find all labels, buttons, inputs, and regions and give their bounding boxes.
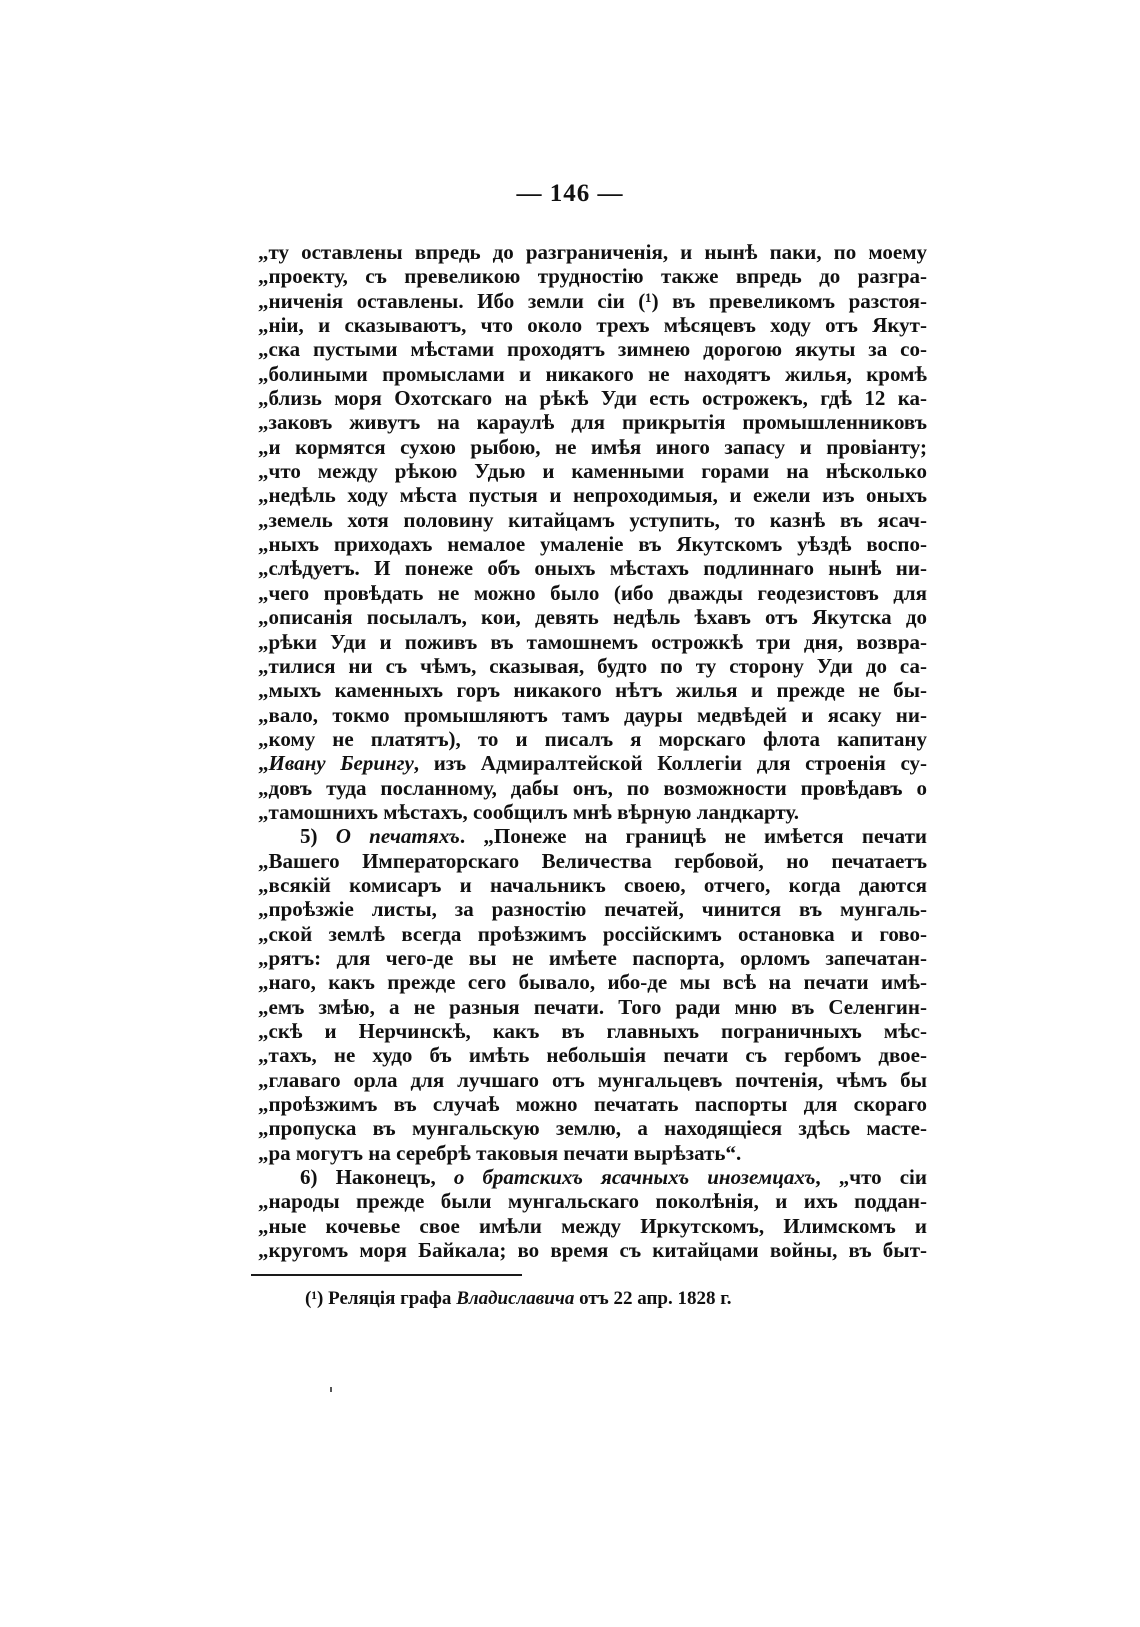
text-line: „близь моря Охотскаго на рѣкѣ Уди есть острожекъ, гдѣ 12 ка- — [258, 386, 927, 411]
text-line: „довъ туда посланному, дабы онъ, по возможности провѣдавъ о — [258, 775, 927, 800]
text-line: „заковъ живутъ на караулѣ для прикрытія промышленниковъ — [258, 410, 927, 435]
footnote-separator — [251, 1274, 522, 1276]
footnote — [305, 1285, 732, 1313]
text-line: „проѣзжіе листы, за разностію печатей, чинится въ мунгаль- — [258, 897, 927, 922]
text-line: „наго, какъ прежде сего бывало, ибо-де мы всѣ на печати имѣ- — [258, 970, 927, 995]
text-line: „проекту, съ превеликою трудностію также впредь до разгра- — [258, 264, 927, 289]
text-line: „что между рѣкою Удью и каменными горами на нѣсколько — [258, 459, 927, 484]
text-line: „ниченія оставлены. Ибо земли сіи (¹) въ превеликомъ разстоя- — [258, 288, 927, 313]
text-line: „емъ змѣю, а не разныя печати. Того ради мню въ Селенгин- — [258, 994, 927, 1019]
text-line: „кругомъ моря Байкала; во время съ китайцами войны, въ быт- — [258, 1238, 927, 1263]
text-line: „чего провѣдать не можно было (ибо дважды геодезистовъ для — [258, 580, 927, 605]
text-line: „ныхъ приходахъ немалое умаленіе въ Якутскомъ уѣздѣ воспо- — [258, 532, 927, 557]
text-line: „болиными промыслами и никакого не находятъ жилья, кромѣ — [258, 361, 927, 386]
text-line: „мыхъ каменныхъ горъ никакого нѣтъ жилья и прежде не бы- — [258, 678, 927, 703]
text-line-pre: 6) Наконецъ, — [300, 1165, 454, 1190]
text-line: „рѣки Уди и поживъ въ тамошнемъ острожкѣ три дня, возвра- — [258, 629, 927, 654]
text-line: „пропуска въ мунгальскую землю, а находящіеся здѣсь масте- — [258, 1116, 927, 1141]
text-line: „рятъ: для чего-де вы не имѣете паспорта, орломъ запечатан- — [258, 945, 927, 970]
text-line-post: . „Понеже на границѣ не имѣется печати — [459, 824, 927, 849]
text-line: „ской землѣ всегда проѣзжимъ россійскимъ остановка и гово- — [258, 921, 927, 946]
text-line: „тамошнихъ мѣстахъ, сообщилъ мнѣ вѣрную ландкарту. — [258, 799, 800, 824]
text-line: „главаго орла для лучшаго отъ мунгальцевъ почтенія, чѣмъ бы — [258, 1067, 927, 1092]
text-line-italic: о братскихъ ясачныхъ иноземцахъ — [453, 1165, 816, 1190]
text-line-pre: 5) — [300, 824, 336, 849]
page-number: — 146 — — [516, 180, 624, 207]
text-line — [258, 1165, 927, 1189]
text-line: „описанія посылалъ, кои, девять недѣль ѣхавъ отъ Якутска до — [258, 605, 927, 630]
text-line: „ра могутъ на серебрѣ таковыя печати вырѣзать“. — [258, 1140, 742, 1165]
text-line: „вало, токмо промышляютъ тамъ дауры медвѣдей и ясаку ни- — [258, 702, 927, 727]
text-line-italic: О печатяхъ — [335, 824, 460, 849]
text-line — [258, 751, 927, 775]
text-line: „всякій комисаръ и начальникъ своею, отчего, когда даются — [258, 872, 927, 897]
footnote-text-post: отъ 22 апр. 1828 г. — [579, 1288, 732, 1309]
text-line-pre: „ — [258, 751, 269, 776]
text-line: „кому не платятъ), то и писалъ я морскаго флота капитану — [258, 726, 927, 751]
footnote-mark: (¹) — [305, 1288, 324, 1309]
text-line: „ска пустыми мѣстами проходятъ зимнею дорогою якуты за со- — [258, 337, 927, 362]
text-line: „ніи, и сказываютъ, что около трехъ мѣсяцевъ ходу отъ Якут- — [258, 313, 927, 338]
text-line: „проѣзжимъ въ случаѣ можно печатать паспорты для скораго — [258, 1092, 927, 1117]
footnote-italic-name: Владиславича — [456, 1288, 575, 1309]
footnote-text-pre: Реляція графа — [328, 1288, 452, 1309]
text-line-post: , изъ Адмиралтейской Коллегіи для строенія су- — [413, 751, 928, 776]
text-line: „народы прежде были мунгальскаго поколѣнія, и ихъ поддан- — [258, 1189, 927, 1214]
text-line: „земель хотя половину китайцамъ уступить, то казнѣ въ ясач- — [258, 507, 927, 532]
text-line: „недѣль ходу мѣста пустыя и непроходимыя, и ежели изъ оныхъ — [258, 483, 927, 508]
text-line: „скѣ и Нерчинскѣ, какъ въ главныхъ пограничныхъ мѣс- — [258, 1019, 927, 1043]
text-line: „ту оставлены впредь до разграниченія, и нынѣ паки, по моему — [258, 240, 927, 264]
text-line-post: , „что сіи — [815, 1165, 927, 1190]
text-line: „тилися ни съ чѣмъ, сказывая, будто по ту сторону Уди до са- — [258, 653, 927, 678]
text-line: „слѣдуетъ. И понеже объ оныхъ мѣстахъ подлиннаго нынѣ ни- — [258, 556, 927, 581]
text-line: „и кормятся сухою рыбою, не имѣя иного запасу и провіанту; — [258, 434, 927, 459]
text-line-italic: Ивану Берингу — [268, 751, 414, 776]
text-line — [258, 824, 927, 848]
text-line: „Вашего Императорскаго Величества гербовой, но печатаетъ — [258, 848, 927, 873]
text-line: „ные кочевье свое имѣли между Иркутскомъ, Илимскомъ и — [258, 1213, 927, 1238]
text-line: „тахъ, не худо бъ имѣть небольшія печати съ гербомъ двое- — [258, 1043, 927, 1068]
print-speck — [330, 1387, 332, 1392]
body-text — [258, 240, 927, 1262]
